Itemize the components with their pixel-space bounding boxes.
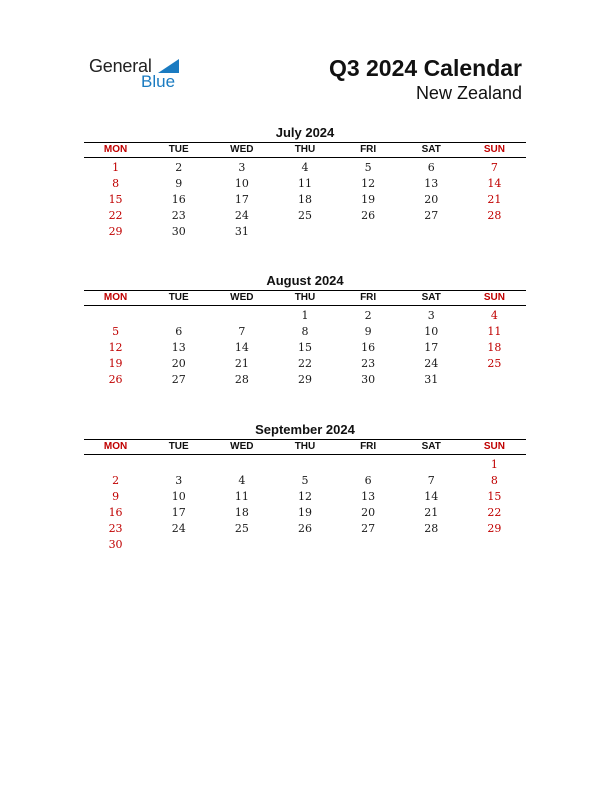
weekday-label: WED — [230, 144, 254, 155]
day-cell: 2 — [175, 161, 183, 174]
day-cell — [337, 537, 400, 553]
day-cell — [463, 537, 526, 553]
logo-blue-text: Blue — [141, 72, 176, 91]
day-cell: 24 — [171, 522, 186, 535]
weekday-label: TUE — [168, 144, 189, 155]
weekday-label: FRI — [360, 144, 377, 155]
day-cell: 8 — [490, 474, 498, 487]
day-cell: 5 — [301, 474, 309, 487]
day-cell: 13 — [171, 341, 186, 354]
day-cell: 15 — [108, 193, 123, 206]
day-grid — [84, 160, 526, 240]
weekday-label: TUE — [168, 292, 189, 303]
weekday-label: SUN — [483, 292, 505, 303]
weekday-label: WED — [230, 292, 254, 303]
day-cell: 10 — [171, 490, 186, 503]
weekday-label: MON — [103, 441, 128, 452]
day-cell: 17 — [424, 341, 439, 354]
day-cell: 7 — [490, 161, 498, 174]
day-cell: 1 — [112, 161, 120, 174]
weekday-header — [84, 439, 526, 455]
day-cell: 9 — [112, 490, 120, 503]
weekday-label: SUN — [483, 441, 505, 452]
month-august — [84, 272, 526, 388]
day-cell — [273, 457, 336, 473]
weekday-label: SAT — [421, 441, 441, 452]
day-cell: 13 — [424, 177, 439, 190]
day-cell: 9 — [364, 325, 372, 338]
day-cell: 24 — [234, 209, 249, 222]
month-title: September 2024 — [255, 422, 355, 437]
weekday-label: THU — [294, 144, 316, 155]
day-cell: 19 — [108, 357, 123, 370]
weekday-label: FRI — [360, 292, 377, 303]
day-cell: 30 — [171, 225, 186, 238]
weekday-header — [84, 142, 526, 158]
day-cell: 28 — [234, 373, 249, 386]
day-cell — [400, 537, 463, 553]
day-cell: 25 — [297, 209, 312, 222]
day-cell: 2 — [364, 309, 372, 322]
day-cell: 11 — [297, 177, 312, 190]
day-cell: 29 — [108, 225, 123, 238]
day-cell — [273, 224, 336, 240]
day-cell: 10 — [424, 325, 439, 338]
day-cell — [147, 457, 210, 473]
weekday-label: SAT — [421, 144, 441, 155]
day-cell: 4 — [238, 474, 246, 487]
day-cell: 31 — [234, 225, 249, 238]
day-cell: 6 — [427, 161, 435, 174]
day-cell: 26 — [361, 209, 376, 222]
day-cell: 11 — [487, 325, 502, 338]
day-cell: 12 — [361, 177, 376, 190]
logo-triangle-icon — [158, 59, 179, 73]
day-cell: 20 — [424, 193, 439, 206]
day-cell: 4 — [301, 161, 309, 174]
day-cell: 8 — [112, 177, 120, 190]
weekday-label: SUN — [483, 144, 505, 155]
day-cell: 21 — [424, 506, 439, 519]
day-cell: 29 — [487, 522, 502, 535]
day-cell: 14 — [487, 177, 502, 190]
day-cell: 16 — [108, 506, 123, 519]
day-cell: 23 — [108, 522, 123, 535]
day-cell: 28 — [487, 209, 502, 222]
day-cell: 10 — [234, 177, 249, 190]
day-cell: 6 — [175, 325, 183, 338]
day-cell: 3 — [175, 474, 183, 487]
page-subtitle: New Zealand — [415, 83, 522, 103]
day-cell: 30 — [361, 373, 376, 386]
day-cell: 23 — [171, 209, 186, 222]
day-cell — [273, 537, 336, 553]
day-cell: 25 — [487, 357, 502, 370]
day-cell: 12 — [108, 341, 123, 354]
day-cell: 17 — [171, 506, 186, 519]
day-cell: 14 — [234, 341, 249, 354]
day-cell: 12 — [297, 490, 312, 503]
day-cell — [210, 308, 273, 324]
day-cell — [147, 537, 210, 553]
month-september — [84, 421, 526, 553]
weekday-label: MON — [103, 144, 128, 155]
day-cell: 14 — [424, 490, 439, 503]
day-cell: 25 — [234, 522, 249, 535]
day-cell — [337, 224, 400, 240]
day-cell: 3 — [238, 161, 246, 174]
logo-general-text: General — [89, 56, 152, 76]
day-cell: 18 — [487, 341, 502, 354]
day-cell: 16 — [361, 341, 376, 354]
day-cell: 7 — [427, 474, 435, 487]
day-cell: 30 — [108, 538, 123, 551]
day-grid — [84, 308, 526, 388]
month-title: July 2024 — [275, 125, 335, 140]
day-cell — [337, 457, 400, 473]
day-cell: 26 — [297, 522, 312, 535]
day-cell: 6 — [364, 474, 372, 487]
day-cell — [147, 308, 210, 324]
day-cell: 18 — [234, 506, 249, 519]
day-cell: 15 — [487, 490, 502, 503]
page-title: Q3 2024 Calendar — [328, 55, 522, 81]
day-cell: 7 — [238, 325, 246, 338]
day-cell: 11 — [234, 490, 249, 503]
day-cell: 3 — [427, 309, 435, 322]
day-cell — [400, 457, 463, 473]
weekday-header — [84, 290, 526, 306]
day-cell: 22 — [297, 357, 312, 370]
day-cell: 22 — [108, 209, 123, 222]
day-cell: 27 — [424, 209, 439, 222]
day-cell — [463, 372, 526, 388]
day-cell: 28 — [424, 522, 439, 535]
day-cell — [210, 457, 273, 473]
logo — [89, 56, 189, 96]
day-cell: 22 — [487, 506, 502, 519]
day-cell: 1 — [490, 458, 498, 471]
day-cell: 29 — [297, 373, 312, 386]
day-cell: 26 — [108, 373, 123, 386]
day-cell: 18 — [297, 193, 312, 206]
weekday-label: THU — [294, 441, 316, 452]
day-cell: 23 — [361, 357, 376, 370]
day-cell: 20 — [171, 357, 186, 370]
day-cell: 5 — [112, 325, 120, 338]
day-cell: 16 — [171, 193, 186, 206]
day-cell: 9 — [175, 177, 183, 190]
day-cell: 21 — [234, 357, 249, 370]
day-cell — [84, 308, 147, 324]
day-cell: 5 — [364, 161, 372, 174]
day-cell: 15 — [297, 341, 312, 354]
day-cell: 19 — [361, 193, 376, 206]
day-cell: 27 — [171, 373, 186, 386]
day-cell: 1 — [301, 309, 309, 322]
day-cell — [400, 224, 463, 240]
day-cell: 19 — [297, 506, 312, 519]
day-cell — [84, 457, 147, 473]
month-july — [84, 124, 526, 240]
day-cell: 27 — [361, 522, 376, 535]
day-cell: 17 — [234, 193, 249, 206]
day-cell — [210, 537, 273, 553]
day-cell — [463, 224, 526, 240]
weekday-label: SAT — [421, 292, 441, 303]
day-cell: 20 — [361, 506, 376, 519]
month-title: August 2024 — [266, 273, 344, 288]
day-cell: 24 — [424, 357, 439, 370]
weekday-label: TUE — [168, 441, 189, 452]
day-cell: 21 — [487, 193, 502, 206]
day-cell: 8 — [301, 325, 309, 338]
weekday-label: WED — [230, 441, 254, 452]
weekday-label: THU — [294, 292, 316, 303]
weekday-label: MON — [103, 292, 128, 303]
day-grid — [84, 457, 526, 553]
weekday-label: FRI — [360, 441, 377, 452]
day-cell: 31 — [424, 373, 439, 386]
day-cell: 13 — [361, 490, 376, 503]
day-cell: 4 — [490, 309, 498, 322]
day-cell: 2 — [112, 474, 120, 487]
